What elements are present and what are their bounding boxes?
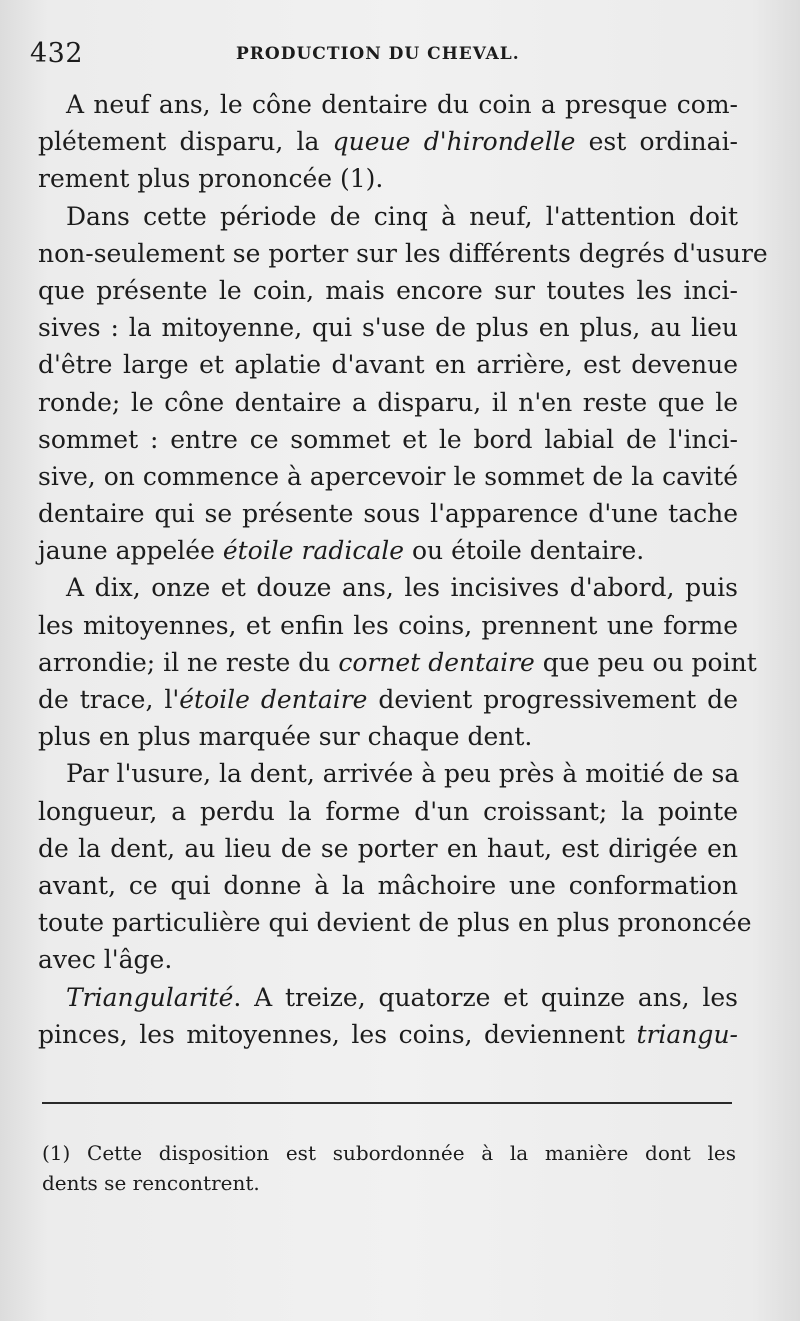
text-line: jaune appelée étoile radicale ou étoile dentaire.	[38, 536, 645, 566]
text-line: sives : la mitoyenne, qui s'use de plus en plus, au lieu	[38, 313, 738, 343]
text-line: arrondie; il ne reste du cornet dentaire que peu ou point	[38, 647, 757, 677]
text-line: A dix, onze et douze ans, les incisives d'abord, puis	[66, 573, 738, 603]
text-line: de trace, l'étoile dentaire devient progressivement de	[38, 685, 738, 714]
text-line: les mitoyennes, et enfin les coins, prennent une forme	[38, 610, 738, 640]
text-line: sommet : entre ce sommet et le bord labial de l'inci-	[38, 424, 738, 454]
body-text	[38, 86, 768, 1053]
text-line: Dans cette période de cinq à neuf, l'attention doit	[66, 201, 738, 231]
text-line: plétement disparu, la queue d'hirondelle est ordinai-	[38, 127, 739, 157]
italic-term: étoile radicale	[222, 536, 405, 566]
italic-term: cornet dentaire	[338, 647, 535, 677]
italic-term: queue d'hirondelle	[332, 127, 576, 157]
text-line: ronde; le cône dentaire a disparu, il n'en reste que le	[38, 387, 738, 417]
italic-term: étoile dentaire	[179, 685, 368, 714]
text-line: toute particulière qui devient de plus en plus prononcée	[38, 908, 752, 938]
text-line: avant, ce qui donne à la mâchoire une conformation	[38, 870, 738, 900]
running-title: PRODUCTION DU CHEVAL.	[236, 44, 520, 64]
text-line: non-seulement se porter sur les différents degrés d'usure	[38, 238, 768, 268]
text-line: de la dent, au lieu de se porter en haut, est dirigée en	[38, 833, 738, 863]
text-line: que présente le coin, mais encore sur toutes les inci-	[38, 275, 738, 305]
text-line: pinces, les mitoyennes, les coins, deviennent triangu-	[38, 1019, 738, 1049]
text-line: dentaire qui se présente sous l'apparence d'une tache	[38, 499, 738, 529]
text-line: d'être large et aplatie d'avant en arrière, est devenue	[38, 350, 738, 380]
footnote-line: dents se rencontrent.	[42, 1171, 260, 1195]
text-line: sive, on commence à apercevoir le sommet de la cavité	[38, 461, 738, 491]
italic-term: triangu-	[636, 1019, 738, 1049]
page-header	[30, 38, 760, 72]
text-line: Triangularité. A treize, quatorze et quinze ans, les	[66, 982, 738, 1012]
footnote-separator	[42, 1102, 732, 1104]
footnote-line: (1) Cette disposition est subordonnée à la manière dont les	[42, 1141, 736, 1165]
italic-term: Triangularité	[66, 982, 234, 1012]
text-line: plus en plus marquée sur chaque dent.	[38, 722, 533, 752]
text-line: A neuf ans, le cône dentaire du coin a presque com-	[66, 90, 738, 119]
text-line: rement plus prononcée (1).	[38, 164, 384, 194]
text-line: Par l'usure, la dent, arrivée à peu près à moitié de sa	[66, 759, 740, 789]
text-line: avec l'âge.	[38, 945, 173, 975]
footnote	[42, 1138, 736, 1198]
page-number: 432	[30, 38, 84, 69]
text-line: longueur, a perdu la forme d'un croissant; la pointe	[38, 796, 738, 826]
